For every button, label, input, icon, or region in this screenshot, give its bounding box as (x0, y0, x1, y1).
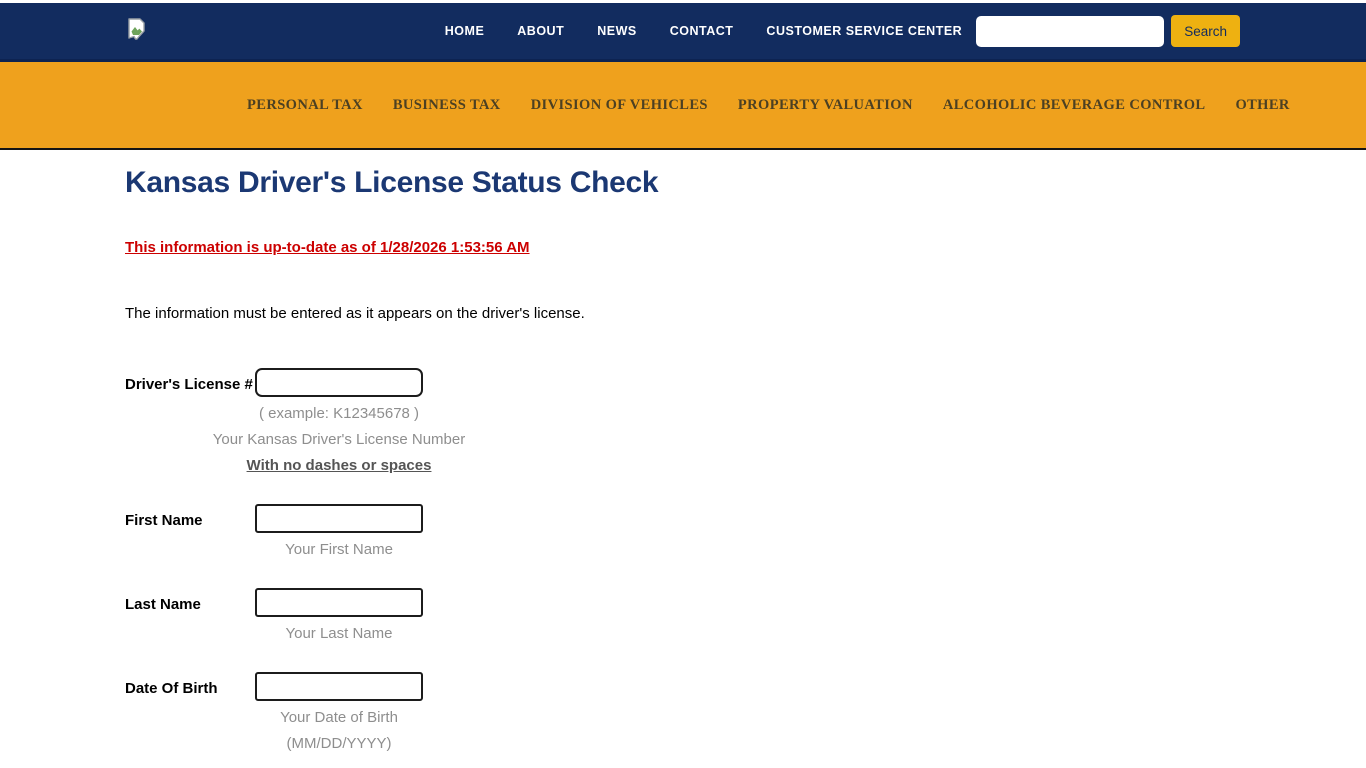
field-hint: Your Date of Birth (280, 708, 398, 726)
top-nav-home[interactable]: HOME (444, 24, 485, 38)
form-row-driver-s-license (125, 368, 1366, 479)
top-nav-about[interactable]: ABOUT (517, 24, 565, 38)
status-notice: This information is up-to-date as of 1/28/2026 1:53:56 AM (125, 238, 530, 256)
secondary-nav-business-tax[interactable]: BUSINESS TAX (392, 96, 501, 113)
search-area (976, 15, 1240, 47)
field-hint: ( example: K12345678 ) (258, 404, 420, 422)
top-nav (445, 24, 962, 38)
top-nav-news[interactable]: NEWS (597, 24, 637, 38)
secondary-nav-personal-tax[interactable]: PERSONAL TAX (247, 96, 363, 113)
field-label-last-name: Last Name (125, 595, 201, 613)
date-of-birth-input[interactable] (255, 672, 423, 701)
driver-s-license-input[interactable] (255, 368, 423, 397)
search-input[interactable] (976, 16, 1164, 47)
field-column-last-name (255, 588, 423, 647)
top-header (0, 3, 1366, 62)
field-label-date-of-birth: Date Of Birth (125, 679, 218, 697)
top-nav-customer-service-center[interactable]: CUSTOMER SERVICE CENTER (766, 24, 963, 38)
license-status-form (125, 368, 1366, 757)
status-notice-wrap (125, 239, 1366, 257)
page-title: Kansas Driver's License Status Check (125, 166, 659, 199)
main-content (0, 166, 1366, 757)
field-hint: Your Last Name (285, 624, 393, 642)
form-row-date-of-birth (125, 672, 1366, 757)
search-button[interactable]: Search (1171, 15, 1240, 47)
field-hint: With no dashes or spaces (246, 456, 432, 474)
last-name-input[interactable] (255, 588, 423, 617)
field-hint: (MM/DD/YYYY) (286, 734, 392, 752)
instructions-text: The information must be entered as it appears on the driver's license. (125, 304, 585, 322)
field-hint: Your Kansas Driver's License Number (212, 430, 466, 448)
secondary-nav-other[interactable]: OTHER (1235, 96, 1290, 113)
broken-image-icon (127, 18, 146, 45)
top-nav-contact[interactable]: CONTACT (669, 24, 734, 38)
field-hint: Your First Name (285, 540, 393, 558)
secondary-nav-division-of-vehicles[interactable]: DIVISION OF VEHICLES (530, 96, 708, 113)
secondary-nav-property-valuation[interactable]: PROPERTY VALUATION (737, 96, 913, 113)
field-label-driver-s-license: Driver's License # (125, 375, 253, 393)
field-column-date-of-birth (255, 672, 423, 757)
first-name-input[interactable] (255, 504, 423, 533)
field-label-first-name: First Name (125, 511, 203, 529)
form-row-last-name (125, 588, 1366, 647)
form-row-first-name (125, 504, 1366, 563)
field-column-driver-s-license (212, 368, 466, 479)
site-logo[interactable] (127, 18, 146, 45)
secondary-nav (0, 62, 1366, 150)
field-column-first-name (255, 504, 423, 563)
secondary-nav-alcoholic-beverage-control[interactable]: ALCOHOLIC BEVERAGE CONTROL (942, 96, 1206, 113)
